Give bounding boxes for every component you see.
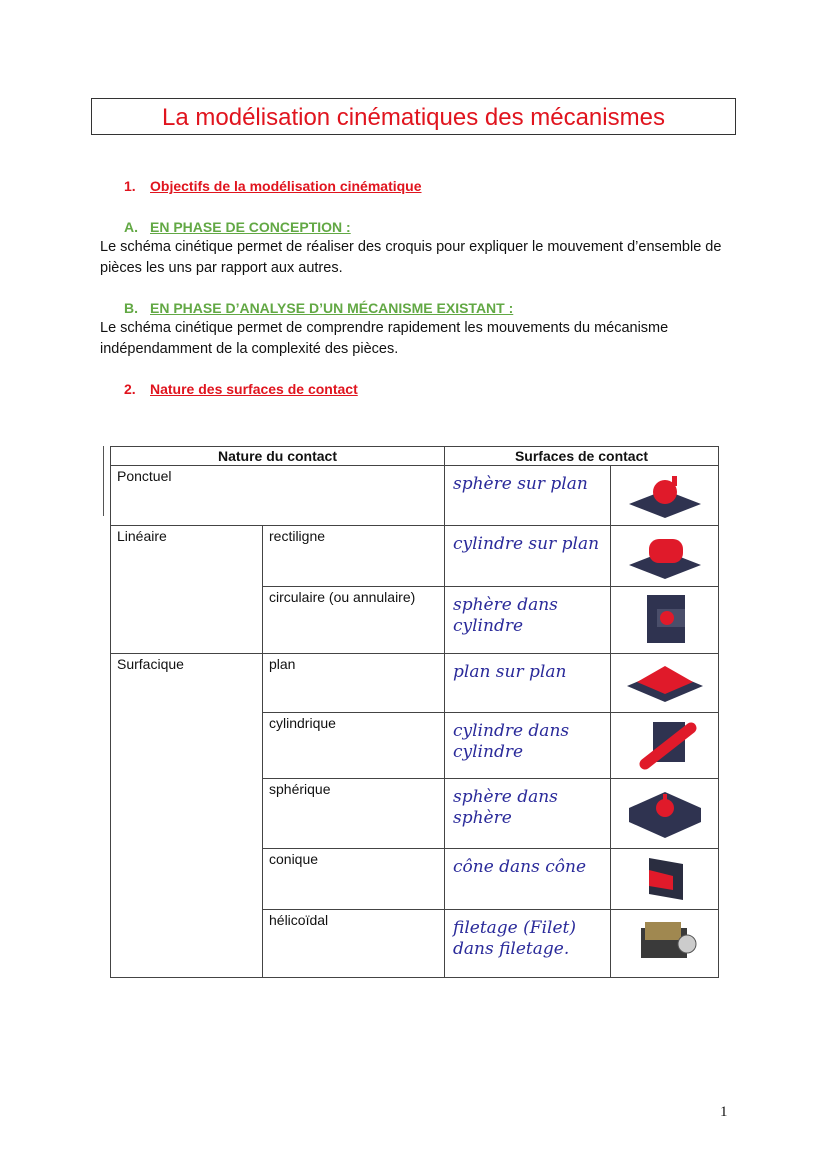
surface-cell: filetage (Filet) dans filetage. (445, 910, 611, 978)
surface-cell: cône dans cône (445, 849, 611, 910)
surface-cell: plan sur plan (445, 654, 611, 713)
sphere-on-plane-icon (611, 466, 719, 526)
group-ponctuel: Ponctuel (111, 466, 445, 526)
surface-cell: sphère dans sphère (445, 779, 611, 849)
header-surfaces: Surfaces de contact (445, 447, 719, 466)
surface-cell: sphère sur plan (445, 466, 611, 526)
header-nature: Nature du contact (111, 447, 445, 466)
plane-on-plane-icon (611, 654, 719, 713)
surface-cell: sphère dans cylindre (445, 587, 611, 654)
section-b-heading (124, 300, 513, 316)
section-number: 2. (124, 381, 136, 397)
section-number: B. (124, 300, 138, 316)
sub-type: cylindrique (263, 713, 445, 779)
sub-type: conique (263, 849, 445, 910)
section-number: A. (124, 219, 138, 235)
section-b-text: Le schéma cinétique permet de comprendre rapidement les mouvements du mécanisme indépendamment de la complexité des pièces. (100, 320, 669, 357)
group-surfacique: Surfacique (111, 654, 263, 978)
scan-margin-line (103, 446, 104, 516)
cone-in-cone-icon (611, 849, 719, 910)
sphere-in-cylinder-icon (611, 587, 719, 654)
section-2-heading (124, 381, 358, 397)
section-label: Objectifs de la modélisation cinématique (150, 178, 422, 194)
section-label: EN PHASE D’ANALYSE D’UN MÉCANISME EXISTANT : (150, 300, 514, 316)
thread-icon (611, 910, 719, 978)
surface-cell: cylindre sur plan (445, 526, 611, 587)
contact-table (110, 446, 719, 978)
group-lineaire: Linéaire (111, 526, 263, 654)
section-label: Nature des surfaces de contact (150, 381, 358, 397)
sphere-in-sphere-icon (611, 779, 719, 849)
sub-type: plan (263, 654, 445, 713)
section-1-heading (124, 178, 422, 194)
section-a-text: Le schéma cinétique permet de réaliser des croquis pour expliquer le mouvement d’ensemble de pièces les uns par rapport aux autres. (100, 239, 722, 276)
section-label: EN PHASE DE CONCEPTION : (150, 219, 351, 235)
sub-type: rectiligne (263, 526, 445, 587)
sub-type: circulaire (ou annulaire) (263, 587, 445, 654)
page-title: La modélisation cinématiques des mécanismes (91, 98, 736, 135)
sub-type: sphérique (263, 779, 445, 849)
section-number: 1. (124, 178, 136, 194)
page-number: 1 (720, 1104, 728, 1120)
surface-cell: cylindre dans cylindre (445, 713, 611, 779)
sub-type: hélicoïdal (263, 910, 445, 978)
cylinder-on-plane-icon (611, 526, 719, 587)
section-a-heading (124, 219, 351, 235)
cylinder-in-cylinder-icon (611, 713, 719, 779)
